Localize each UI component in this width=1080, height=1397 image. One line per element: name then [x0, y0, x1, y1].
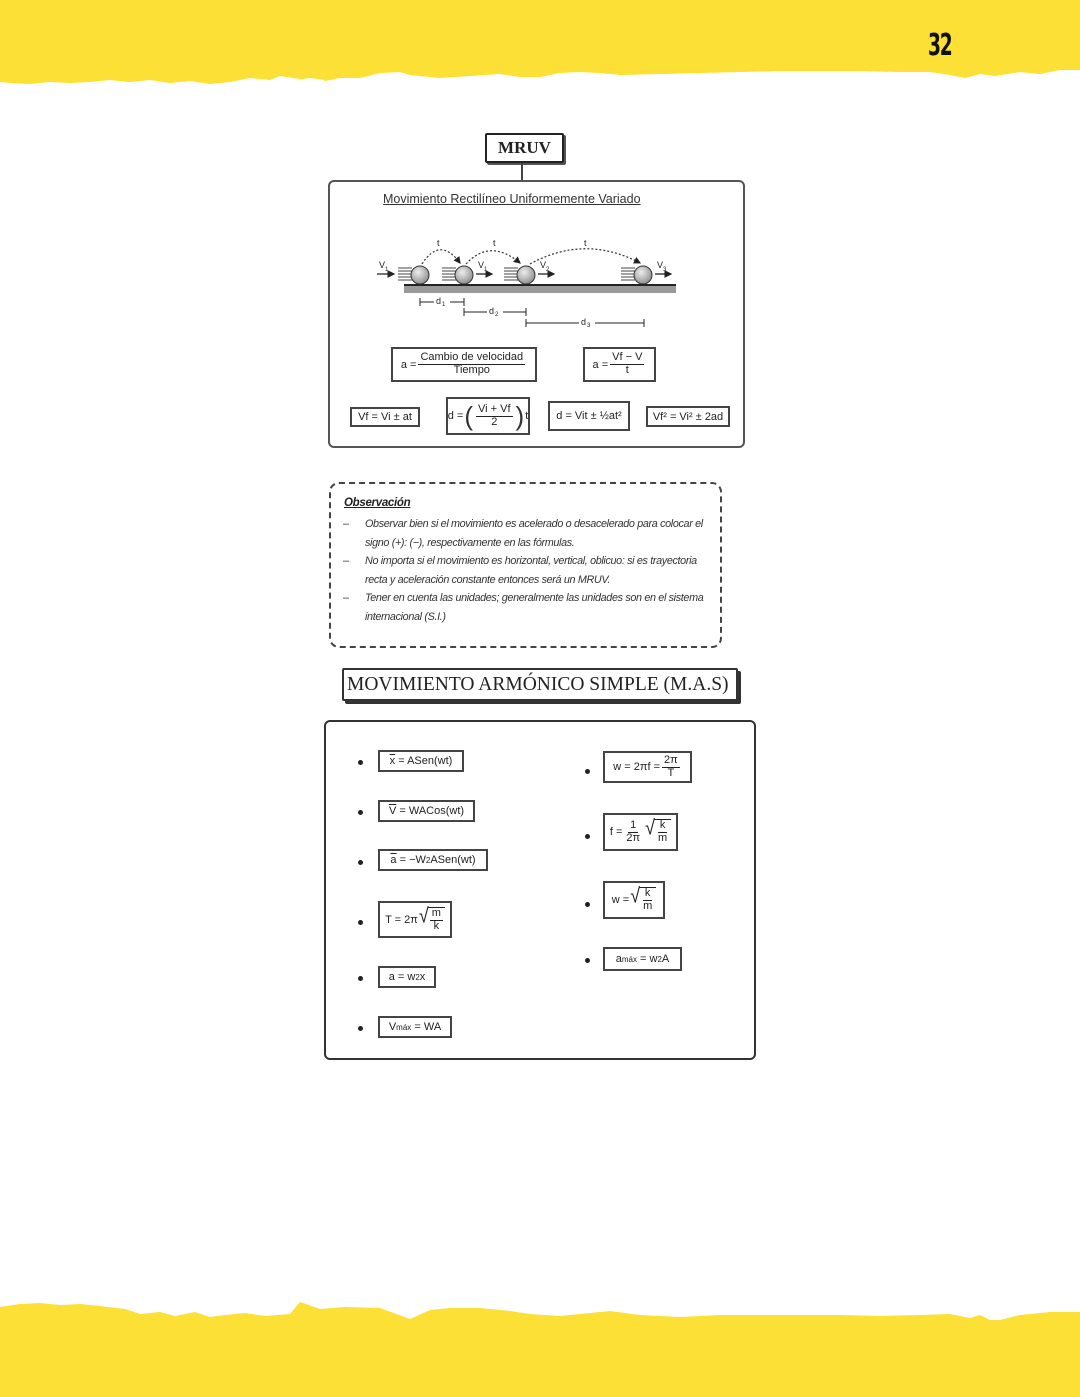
mruv-title: MRUV — [485, 133, 564, 163]
formula-acceleration-symbols: a = $\frac{Vf - V}{t}$ — [583, 347, 656, 382]
mruv-subtitle: Movimiento Rectilíneo Uniformemente Variado — [383, 192, 641, 206]
motion-diagram — [370, 232, 690, 332]
bullet — [585, 834, 590, 839]
observation-box — [329, 482, 722, 648]
observation-list — [341, 515, 716, 626]
bullet — [585, 902, 590, 907]
formula-distance-average: d = ( $\frac{Vi + Vf}{2}$ ) t — [446, 397, 530, 435]
fraction: $\frac{Vi + Vf}{2}$ — [478, 402, 511, 428]
formula-period: T = 2π √ $\frac{m}{k}$ — [378, 901, 452, 938]
svg-text:t: t — [584, 238, 587, 248]
ball-3 — [504, 266, 535, 284]
bullet — [358, 810, 363, 815]
svg-text:V: V — [657, 260, 664, 270]
formula-position: $\overline{x}$ = ASen(wt) — [378, 750, 464, 772]
bullet — [358, 920, 363, 925]
observation-title: Observación — [344, 497, 411, 509]
observation-item: – Tener en cuenta las unidades; generalmente las unidades son en el sistema internacional (S.I.) — [343, 592, 704, 623]
svg-text:d: d — [436, 296, 442, 306]
fraction: $\frac{Vf - V}{t}$ — [612, 351, 643, 376]
bullet — [585, 769, 590, 774]
svg-text:V: V — [540, 260, 547, 270]
svg-text:1: 1 — [484, 267, 488, 273]
connector-line — [521, 163, 523, 181]
svg-text:V: V — [478, 260, 485, 270]
ball-4 — [621, 266, 652, 284]
sqrt-icon: √ $\frac{k}{m}$ — [630, 887, 656, 912]
svg-text:t: t — [437, 238, 440, 248]
formula-velocity: $\overline{V}$ = WACos(wt) — [378, 800, 475, 822]
svg-text:2: 2 — [546, 267, 550, 273]
formula-velocity-squared: Vf² = Vi² ± 2ad — [646, 406, 730, 427]
formula-frequency: f = $\frac{1}{2\pi}$ √ $\frac{k}{m}$ — [603, 813, 678, 851]
fraction: $\frac{\text{Cambio de velocidad}}{\text{Tiempo}}$ — [420, 351, 524, 376]
mas-title: MOVIMIENTO ARMÓNICO SIMPLE (M.A.S) — [342, 668, 738, 701]
svg-text:d: d — [489, 306, 495, 316]
svg-text:1: 1 — [442, 302, 446, 308]
bullet — [358, 860, 363, 865]
ball-1 — [398, 266, 429, 284]
formula-angular-frequency: w = 2πf = $\frac{2\pi}{T}$ — [603, 751, 692, 783]
formula-max-acceleration: a máx = w 2 A — [603, 947, 682, 971]
bullet — [585, 958, 590, 963]
ball-2 — [442, 266, 473, 284]
formula-acceleration: $\overline{a}$ = −W 2 ASen(wt) — [378, 849, 488, 871]
bullet — [358, 1026, 363, 1031]
top-decorative-band — [0, 0, 1080, 100]
svg-text:2: 2 — [495, 312, 499, 318]
page-number: 32 — [928, 28, 952, 63]
sqrt-icon: √ $\frac{k}{m}$ — [645, 819, 671, 844]
formula-final-velocity: Vf = Vi ± at — [350, 407, 420, 427]
formula-max-velocity: V máx = WA — [378, 1016, 452, 1038]
bullet — [358, 976, 363, 981]
mruv-panel — [328, 180, 745, 448]
svg-text:V: V — [379, 260, 386, 270]
formula-angular-frequency-spring: w = √ $\frac{k}{m}$ — [603, 881, 665, 919]
formula-acceleration-words: a = $\frac{\text{Cambio de velocidad}}{\text{Tiempo}}$ — [391, 347, 537, 382]
sqrt-icon: √ $\frac{m}{k}$ — [419, 907, 445, 932]
svg-text:1: 1 — [385, 267, 389, 273]
svg-text:d: d — [581, 317, 587, 327]
observation-item: – Observar bien si el movimiento es acelerado o desacelerado para colocar el signo (+): (−), respectivamente en las fórmulas. — [343, 518, 703, 549]
mas-panel — [324, 720, 756, 1060]
formula-acceleration-position: a = w 2 x — [378, 966, 436, 988]
svg-text:3: 3 — [663, 267, 667, 273]
bullet — [358, 760, 363, 765]
bottom-decorative-band — [0, 1290, 1080, 1397]
svg-text:t: t — [493, 238, 496, 248]
svg-text:3: 3 — [587, 323, 591, 329]
observation-item: – No importa si el movimiento es horizontal, vertical, oblicuo: si es trayectoria recta y aceleración constante entonces será un MRUV. — [343, 555, 697, 586]
formula-distance-acceleration: d = Vit ± ½at² — [548, 401, 630, 431]
